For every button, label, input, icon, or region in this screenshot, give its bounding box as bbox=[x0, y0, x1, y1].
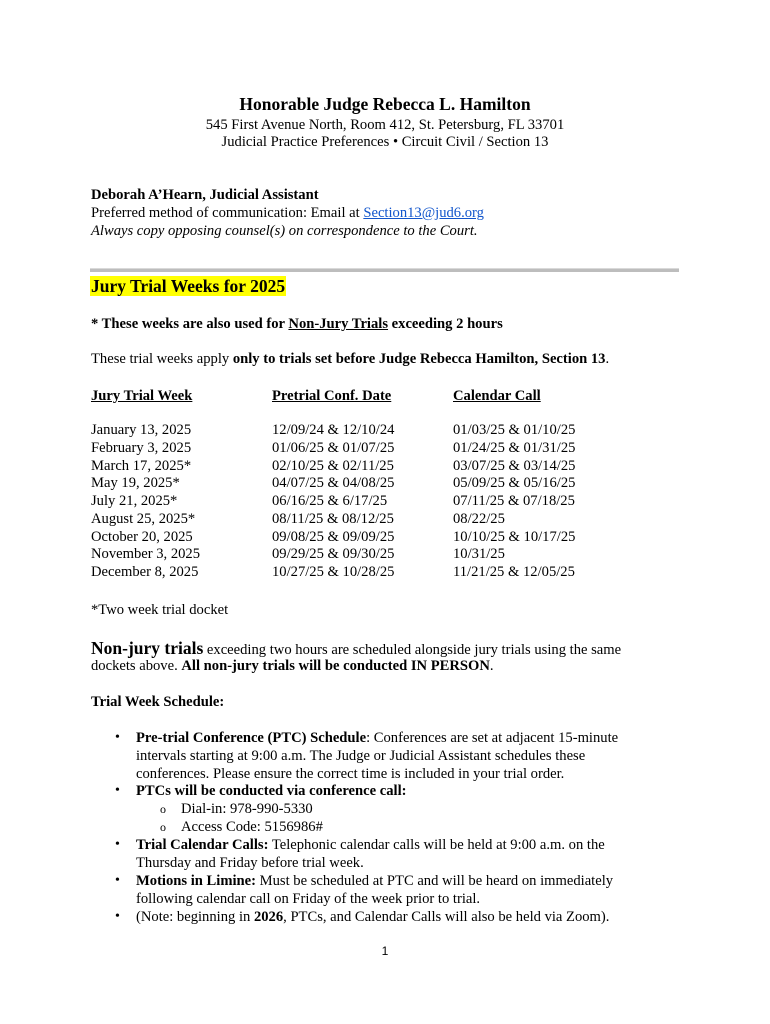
table-cell: 11/21/25 & 12/05/25 bbox=[453, 564, 575, 580]
applicability-note bbox=[91, 350, 609, 368]
zoom-note-suffix: , PTCs, and Calendar Calls will also be held via Zoom). bbox=[283, 909, 610, 925]
document-subtitle: Judicial Practice Preferences • Circuit Civil / Section 13 bbox=[221, 134, 549, 150]
table-cell: 01/24/25 & 01/31/25 bbox=[453, 439, 576, 456]
pretrial-conf-column bbox=[272, 422, 394, 582]
calendar-calls-line1 bbox=[136, 836, 605, 854]
table-cell: October 20, 2025 bbox=[91, 528, 193, 545]
calendar-call-column bbox=[453, 422, 575, 582]
calendar-calls-label: Trial Calendar Calls: bbox=[136, 837, 269, 853]
communication-preference bbox=[91, 204, 484, 222]
non-jury-note-emphasis: Non-Jury Trials bbox=[288, 316, 389, 332]
table-cell: 04/07/25 & 04/08/25 bbox=[272, 475, 395, 492]
bullet-icon: • bbox=[115, 730, 120, 745]
non-jury-lead: Non-jury trials bbox=[91, 638, 204, 658]
non-jury-end: . bbox=[489, 658, 494, 674]
access-code: Access Code: 5156986# bbox=[181, 819, 323, 835]
ptc-schedule-line1 bbox=[136, 729, 618, 747]
email-link[interactable]: Section13@jud6.org bbox=[363, 205, 484, 221]
jury-trial-heading-text: Jury Trial Weeks for 2025 bbox=[91, 276, 286, 296]
table-cell: December 8, 2025 bbox=[91, 564, 199, 580]
non-jury-note-suffix: exceeding 2 hours bbox=[388, 316, 503, 332]
judge-address: 545 First Avenue North, Room 412, St. Petersburg, FL 33701 bbox=[205, 117, 565, 133]
jury-week-column bbox=[91, 422, 200, 582]
table-cell: February 3, 2025 bbox=[91, 439, 192, 456]
table-cell: 09/08/25 & 09/09/25 bbox=[272, 528, 395, 545]
table-cell: 05/09/25 & 05/16/25 bbox=[453, 475, 576, 492]
applicability-suffix: . bbox=[605, 351, 610, 367]
assistant-name: Deborah A’Hearn, Judicial Assistant bbox=[91, 187, 319, 203]
header-jury-trial-week: Jury Trial Week bbox=[91, 388, 193, 404]
ptc-schedule-text: : Conferences are set at adjacent 15-minute bbox=[366, 730, 619, 746]
table-cell: 03/07/25 & 03/14/25 bbox=[453, 457, 576, 474]
table-cell: 10/10/25 & 10/17/25 bbox=[453, 528, 576, 545]
non-jury-in-person: All non-jury trials will be conducted IN PERSON bbox=[181, 658, 490, 674]
circle-bullet-icon: o bbox=[160, 802, 166, 816]
table-cell: May 19, 2025* bbox=[91, 475, 180, 492]
table-cell: 09/29/25 & 09/30/25 bbox=[272, 546, 395, 563]
zoom-note-year: 2026 bbox=[253, 909, 284, 925]
header-calendar-call: Calendar Call bbox=[453, 388, 541, 404]
ptc-schedule-line3: conferences. Please ensure the correct time is included in your trial order. bbox=[136, 766, 565, 782]
table-cell: 06/16/25 & 6/17/25 bbox=[272, 493, 388, 509]
motions-line2: following calendar call on Friday of the week prior to trial. bbox=[136, 891, 481, 907]
table-cell: July 21, 2025* bbox=[91, 493, 178, 509]
table-cell: 01/06/25 & 01/07/25 bbox=[272, 439, 395, 456]
motions-line1 bbox=[136, 872, 613, 890]
table-cell: 02/10/25 & 02/11/25 bbox=[272, 457, 394, 474]
table-cell: 10/31/25 bbox=[453, 546, 505, 563]
communication-prefix: Preferred method of communication: Email at bbox=[91, 205, 364, 221]
bullet-icon: • bbox=[115, 873, 120, 888]
schedule-heading: Trial Week Schedule: bbox=[91, 694, 225, 710]
table-cell: March 17, 2025* bbox=[91, 457, 192, 474]
ptc-schedule-line2: intervals starting at 9:00 a.m. The Judge or Judicial Assistant schedules these bbox=[136, 748, 586, 764]
bullet-icon: • bbox=[115, 783, 120, 798]
table-cell: 10/27/25 & 10/28/25 bbox=[272, 564, 395, 580]
non-jury-text2: dockets above. bbox=[91, 658, 182, 674]
dial-in-number: Dial-in: 978-990-5330 bbox=[181, 801, 313, 817]
page-title: Honorable Judge Rebecca L. Hamilton bbox=[239, 94, 531, 114]
zoom-note-prefix: (Note: beginning in bbox=[136, 909, 254, 925]
table-cell: January 13, 2025 bbox=[91, 422, 192, 438]
two-week-footnote: *Two week trial docket bbox=[91, 602, 229, 618]
non-jury-text1: exceeding two hours are scheduled alongside jury trials using the same bbox=[203, 642, 622, 658]
non-jury-note-prefix: * These weeks are also used for bbox=[91, 316, 289, 332]
circle-bullet-icon: o bbox=[160, 820, 166, 834]
jury-trial-heading bbox=[90, 276, 286, 297]
table-cell: August 25, 2025* bbox=[91, 510, 196, 527]
non-jury-note bbox=[91, 315, 503, 333]
calendar-calls-line2: Thursday and Friday before trial week. bbox=[136, 855, 364, 871]
zoom-note bbox=[136, 908, 609, 926]
page-number: 1 bbox=[381, 944, 389, 958]
bullet-icon: • bbox=[115, 909, 120, 924]
copy-counsel-note: Always copy opposing counsel(s) on correspondence to the Court. bbox=[91, 223, 478, 239]
table-cell: 08/11/25 & 08/12/25 bbox=[272, 510, 394, 527]
non-jury-paragraph-line2 bbox=[91, 657, 494, 675]
section-divider bbox=[90, 268, 679, 272]
motions-text: Must be scheduled at PTC and will be heard on immediately bbox=[256, 873, 614, 889]
bullet-icon: • bbox=[115, 837, 120, 852]
table-cell: 08/22/25 bbox=[453, 510, 505, 527]
table-cell: 12/09/24 & 12/10/24 bbox=[272, 422, 395, 438]
ptc-schedule-label: Pre-trial Conference (PTC) Schedule bbox=[136, 730, 367, 746]
calendar-calls-text: Telephonic calendar calls will be held at 9:00 a.m. on the bbox=[268, 837, 605, 853]
conference-call-note: PTCs will be conducted via conference call: bbox=[136, 783, 407, 799]
header-pretrial-conf-date: Pretrial Conf. Date bbox=[272, 388, 392, 404]
table-cell: 07/11/25 & 07/18/25 bbox=[453, 493, 575, 509]
table-cell: November 3, 2025 bbox=[91, 546, 201, 563]
table-cell: 01/03/25 & 01/10/25 bbox=[453, 422, 576, 438]
applicability-prefix: These trial weeks apply bbox=[91, 351, 233, 367]
motions-label: Motions in Limine: bbox=[136, 873, 256, 889]
applicability-bold: only to trials set before Judge Rebecca Hamilton, Section 13 bbox=[232, 351, 606, 367]
